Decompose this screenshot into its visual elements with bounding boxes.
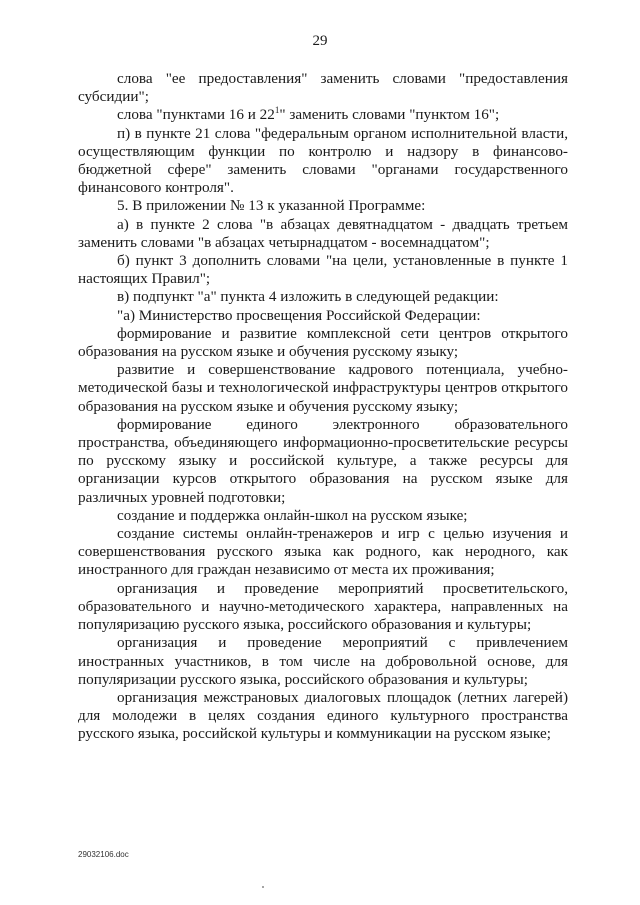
paragraph: в) подпункт "а" пункта 4 изложить в следующей редакции:: [117, 288, 499, 306]
paragraph: а) в пункте 2 слова "в абзацах девятнадцатом - двадцать третьем заменить словами "в абзацах четырнадцатом - восемнадцатом";: [78, 215, 568, 251]
paragraph: организация и проведение мероприятий с привлечением иностранных участников, в том числе на добровольной основе, для популяризации русского языка, российского образования и культуры;: [78, 634, 568, 688]
footer-filename: 29032106.doc: [78, 850, 129, 859]
document-body: [78, 70, 568, 744]
paragraph: организация и проведение мероприятий просветительского, образовательного и научно-методического характера, направленных на популяризацию русского языка, российского образования и культуры;: [78, 579, 568, 634]
scan-artifact-dot: [262, 886, 264, 888]
page-number: 29: [312, 33, 328, 49]
paragraph: создание системы онлайн-тренажеров и игр с целью изучения и совершенствования русского языка как родного, как неродного, как иностранного для граждан независимо от места их проживания;: [78, 525, 568, 579]
paragraph-with-superscript: [78, 106, 568, 124]
paragraph: развитие и совершенствование кадрового потенциала, учебно-методической базы и технологической инфраструктуры центров открытого образования на русском языке и обучения русскому языку;: [78, 361, 568, 415]
text-run: слова "пунктами 16 и 22: [117, 106, 275, 124]
paragraph: формирование и развитие комплексной сети центров открытого образования на русском языке и обучения русскому языку;: [78, 324, 568, 361]
paragraph: п) в пункте 21 слова "федеральным органом исполнительной власти, осуществляющим функции по контролю и надзору в финансово-бюджетной сфере" заменить словами "органами государственного финансового контроля".: [78, 124, 568, 197]
paragraph: создание и поддержка онлайн-школ на русском языке;: [117, 506, 468, 524]
paragraph: формирование единого электронного образовательного пространства, объединяющего информационно-просветительские ресурсы по русскому языку и российской культуре, а также ресурсы для организации курсов открытого образования на русском языке для различных уровней подготовки;: [78, 415, 568, 506]
paragraph: слова "ее предоставления" заменить словами "предоставления субсидии";: [78, 70, 568, 106]
text-run: " заменить словами "пунктом 16";: [279, 106, 500, 124]
superscript: 1: [274, 105, 280, 116]
paragraph: б) пункт 3 дополнить словами "на цели, установленные в пункте 1 настоящих Правил";: [78, 252, 568, 288]
paragraph: "а) Министерство просвещения Российской Федерации:: [117, 306, 481, 324]
paragraph: организация межстрановых диалоговых площадок (летних лагерей) для молодежи в целях создания единого культурного пространства русского языка, российской культуры и коммуникации на русском языке;: [78, 688, 568, 743]
paragraph: 5. В приложении № 13 к указанной Программе:: [117, 197, 426, 215]
